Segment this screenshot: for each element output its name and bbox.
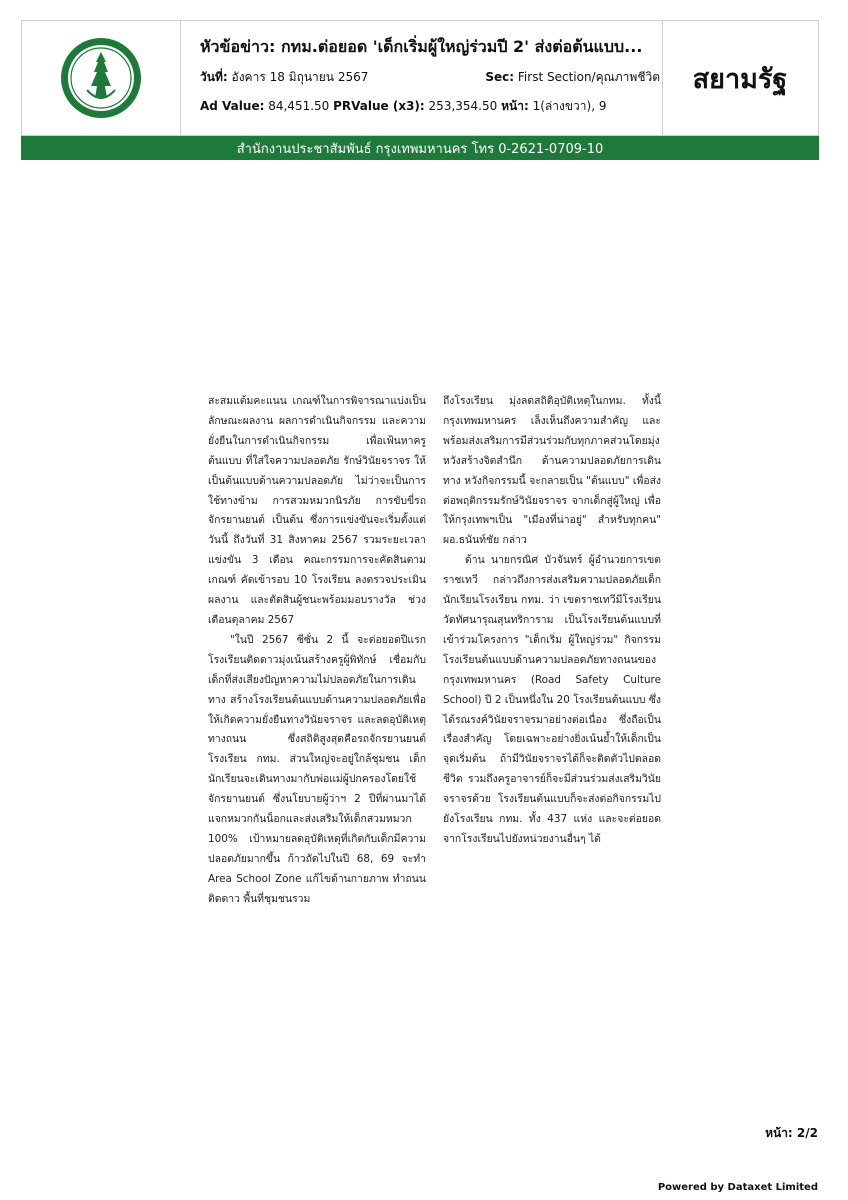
headline-row bbox=[200, 35, 660, 60]
sec-label: Sec: bbox=[485, 70, 515, 84]
bangkok-seal-icon bbox=[59, 36, 143, 120]
publication-name: สยามรัฐ bbox=[692, 63, 788, 95]
headline-value: กทม.ต่อยอด 'เด็กเริ่มผู้ใหญ่ร่วมปี 2' ส่งต่อต้นแบบ... bbox=[280, 37, 643, 56]
pr-value: 253,354.50 bbox=[428, 99, 498, 113]
page-label: หน้า: bbox=[501, 99, 529, 113]
powered-by: Powered by Dataxet Limited bbox=[657, 1182, 818, 1193]
logo-box bbox=[22, 21, 181, 135]
paragraph: ด้าน นายกรณิศ บัวจันทร์ ผู้อำนวยการเขตราชเทวี กล่าวถึงการส่งเสริมความปลอดภัยเด็กนักเรียนโรงเรียน กทม. ว่า เขตราชเทวีมีโรงเรียนวัดทัศนารุณสุนทริการาม เป็นโรงเรียนต้นแบบที่เข้าร่วมโครงการ "เด็กเริ่ม ผู้ใหญ่ร่วม" กิจกรรมโรงเรียนต้นแบบด้านความปลอดภัยทางถนนของกรุงเทพมหานคร (Road Safety Culture School) ปี 2 เป็นหนึ่งใน 20 โรงเรียนต้นแบบ ซึ่งได้รณรงค์วินัยจราจรมาอย่างต่อเนื่อง ซึ่งถือเป็นเรื่องสำคัญ โดยเฉพาะอย่างยิ่งเน้นย้ำให้เด็กเป็นจุดเริ่มต้น ถ้ามีวินัยจราจรได้ก็จะติดตัวไปตลอดชีวิต รวมถึงครูอาจารย์ก็จะมีส่วนร่วมส่งเสริมวินัยจราจรด้วย โรงเรียนต้นแบบก็จะส่งต่อกิจกรรมไปยังโรงเรียน กทม. ทั้ง 437 แห่ง และจะต่อยอดจากโรงเรียนไปยังหน่วยงานอื่นๆ ได้ bbox=[443, 554, 661, 845]
date-row bbox=[200, 68, 660, 87]
value-row bbox=[200, 97, 660, 116]
article-column-1 bbox=[208, 392, 426, 910]
paragraph: ถึงโรงเรียน มุ่งลดสถิติอุบัติเหตุในกทม. ทั้งนี้ กรุงเทพมหานคร เล็งเห็นถึงความสำคัญ และพร้อมส่งเสริมการมีส่วนร่วมกับทุกภาคส่วนโดยมุ่งหวังสร้างจิตสำนึก ด้านความปลอดภัยการเดินทาง หวังกิจกรรมนี้ จะกลายเป็น "ต้นแบบ" เพื่อส่งต่อพฤติกรรมรักษ์วินัยจราจร จากเด็กสู่ผู้ใหญ่ เพื่อให้กรุงเทพฯเป็น "เมืองที่น่าอยู่" สำหรับทุกคน" ผอ.ธนันท์ชัย กล่าว bbox=[443, 395, 661, 547]
pr-value-label: PRValue (x3): bbox=[333, 99, 425, 113]
banner-text: สำนักงานประชาสัมพันธ์ กรุงเทพมหานคร โทร 0-2621-0709-10 bbox=[236, 141, 604, 157]
date-label: วันที่: bbox=[200, 70, 228, 84]
section-info bbox=[485, 68, 660, 87]
page-value: 1(ล่างขวา), 9 bbox=[532, 99, 607, 113]
date-value: อังคาร 18 มิถุนายน 2567 bbox=[231, 70, 369, 84]
clipping-info bbox=[180, 21, 663, 135]
sec-value: First Section/คุณภาพชีวิต bbox=[517, 70, 660, 84]
paragraph: สะสมแต้มคะแนน เกณฑ์ในการพิจารณาแบ่งเป็นลักษณะผลงาน ผลการดำเนินกิจกรรม และความยั่งยืนในการดำเนินกิจกรรม เพื่อเฟ้นหาครูต้นแบบ ที่ใส่ใจความปลอดภัย รักษ์วินัยจราจร ให้เป็นต้นแบบด้านความปลอดภัย ไม่ว่าจะเป็นการใช้ทางข้าม การสวมหมวกนิรภัย การขับขี่รถจักรยานยนต์ เป็นต้น ซึ่งการแข่งขันจะเริ่มตั้งแต่วันนี้ ถึงวันที่ 31 สิงหาคม 2567 รวมระยะเวลาแข่งขัน 3 เดือน คณะกรรมการจะคัดสินตามเกณฑ์ คัดเข้ารอบ 10 โรงเรียน ลงตรวจประเมินผลงาน และตัดสินผู้ชนะพร้อมมอบรางวัล ช่วงเดือนตุลาคม 2567 bbox=[208, 395, 426, 626]
ad-value-label: Ad Value: bbox=[200, 99, 265, 113]
page-number: หน้า: 2/2 bbox=[765, 1126, 818, 1140]
clipping-header bbox=[21, 20, 819, 136]
ad-value: 84,451.50 bbox=[268, 99, 330, 113]
article-column-2 bbox=[443, 392, 661, 850]
paragraph: "ในปี 2567 ซีซั่น 2 นี้ จะต่อยอดปีแรกโรงเรียนติดดาวมุ่งเน้นสร้างครูผู้พิทักษ์ เชื่อมกับเด็กที่ส่งเสียงปัญหาความไม่ปลอดภัยในการเดินทาง สร้างโรงเรียนต้นแบบด้านความปลอดภัยเพื่อให้เกิดความยั่งยืนทางวินัยจราจร และลดอุบัติเหตุทางถนน ซึ่งสถิติสูงสุดคือรถจักรยานยนต์ โรงเรียน กทม. ส่วนใหญ่จะอยู่ใกล้ชุมชน เด็กนักเรียนจะเดินทางมากับพ่อแม่ผู้ปกครองโดยใช้จักรยานยนต์ ซึ่งนโยบายผู้ว่าฯ 2 ปีที่ผ่านมาได้แจกหมวกกันน็อกและส่งเสริมให้เด็กสวมหมวก 100% เป้าหมายลดอุบัติเหตุที่เกิดกับเด็กมีความปลอดภัยมากขึ้น ก้าวถัดไปในปี 68, 69 จะทำ Area School Zone แก้ไขด้านกายภาพ ทำถนนติดดาว พื้นที่ชุมชนรวม bbox=[208, 633, 426, 905]
headline-label: หัวข้อข่าว: bbox=[200, 37, 276, 56]
publication-box bbox=[662, 21, 818, 135]
agency-banner bbox=[21, 136, 819, 160]
